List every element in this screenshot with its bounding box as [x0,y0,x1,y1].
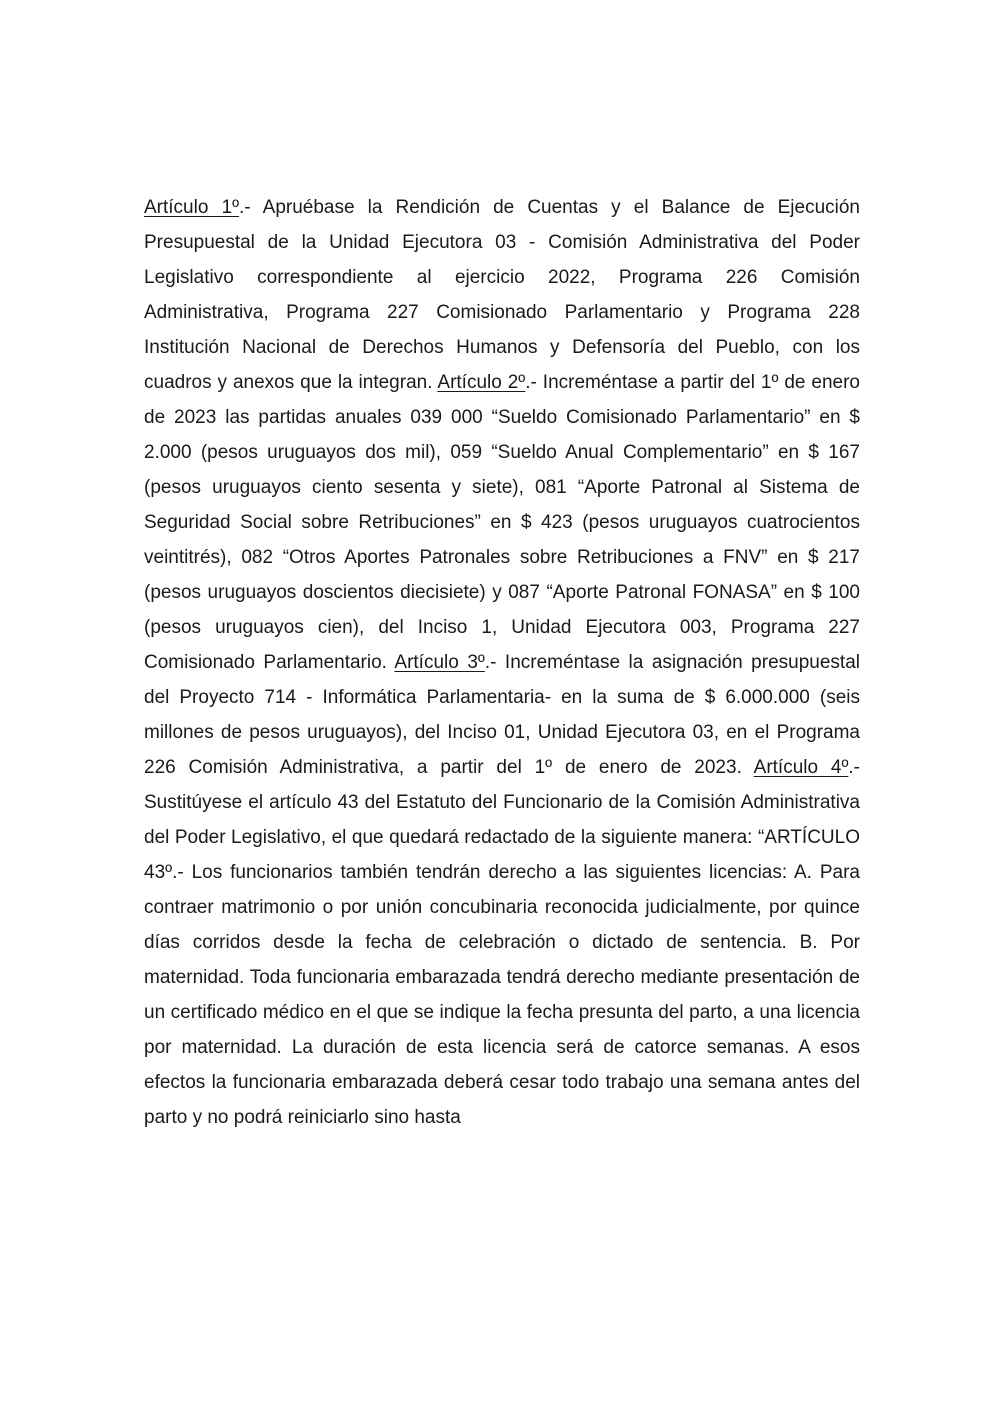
article-1-label: Artículo 1º [144,197,240,218]
article-2-label: Artículo 2º [437,372,526,393]
article-4-label: Artículo 4º [753,757,849,778]
article-3-label: Artículo 3º [394,652,485,673]
article-4-text: .- Sustitúyese el artículo 43 del Estatuto del Funcionario de la Comisión Administrativa del Poder Legislativo, el que quedará redactado de la siguiente manera: “ARTÍCULO 43º.- Los funcionarios también tendrán derecho a las siguientes licencias: A. Para contraer matrimonio o por unión concubinaria reconocida judicialmente, por quince días corridos desde la fecha de celebración o dictado de sentencia. B. Por maternidad. Toda funcionaria embarazada tendrá derecho mediante presentación de un certificado médico en el que se indique la fecha presunta del parto, a una licencia por maternidad. La duración de esta licencia será de catorce semanas. A esos efectos la funcionaria embarazada deberá cesar todo trabajo una semana antes del parto y no podrá reiniciarlo sino hasta [144,757,860,1128]
document-body [144,190,860,1135]
article-2-text: .- Increméntase a partir del 1º de enero de 2023 las partidas anuales 039 000 “Sueldo Comisionado Parlamentario” en $ 2.000 (pesos uruguayos dos mil), 059 “Sueldo Anual Complementario” en $ 167 (pesos uruguayos ciento sesenta y siete), 081 “Aporte Patronal al Sistema de Seguridad Social sobre Retribuciones” en $ 423 (pesos uruguayos cuatrocientos veintitrés), 082 “Otros Aportes Patronales sobre Retribuciones a FNV” en $ 217 (pesos uruguayos doscientos diecisiete) y 087 “Aporte Patronal FONASA” en $ 100 (pesos uruguayos cien), del Inciso 1, Unidad Ejecutora 003, Programa 227 Comisionado Parlamentario. [144,372,860,673]
article-1-text: .- Apruébase la Rendición de Cuentas y el Balance de Ejecución Presupuestal de la Unidad Ejecutora 03 - Comisión Administrativa del Poder Legislativo correspondiente al ejercicio 2022, Programa 226 Comisión Administrativa, Programa 227 Comisionado Parlamentario y Programa 228 Institución Nacional de Derechos Humanos y Defensoría del Pueblo, con los cuadros y anexos que la integran. [144,197,860,393]
article-3-text: .- Increméntase la asignación presupuestal del Proyecto 714 - Informática Parlamentaria- en la suma de $ 6.000.000 (seis millones de pesos uruguayos), del Inciso 01, Unidad Ejecutora 03, en el Programa 226 Comisión Administrativa, a partir del 1º de enero de 2023. [144,652,860,778]
